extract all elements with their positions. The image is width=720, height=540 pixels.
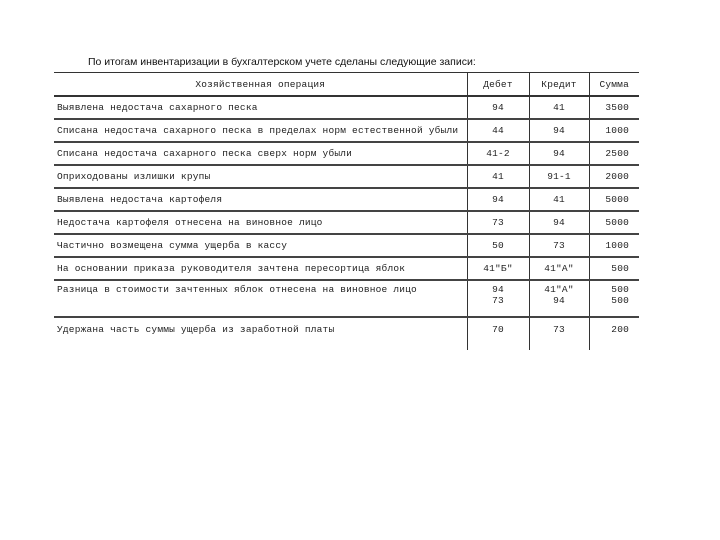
cell-debit — [467, 280, 529, 317]
cell-credit-value: 41 — [553, 194, 565, 205]
cell-credit-value: 73 — [553, 324, 565, 335]
cell-credit-value: 94 — [553, 148, 565, 159]
cell-operation: На основании приказа руководителя зачтена пересортица яблок — [54, 257, 467, 280]
header-credit: Кредит — [529, 73, 589, 97]
cell-debit-value: 41"Б" — [483, 263, 513, 274]
cell-credit-value: 91-1 — [547, 171, 571, 182]
table-row — [54, 280, 639, 317]
cell-debit-value: 94 — [492, 194, 504, 205]
cell-debit-value: 94 — [492, 284, 504, 295]
cell-sum-value: 1000 — [605, 240, 629, 251]
cell-credit-value: 73 — [553, 240, 565, 251]
cell-credit-value: 41"А" — [544, 284, 574, 295]
cell-sum-value: 5000 — [605, 217, 629, 228]
cell-credit-value: 94 — [553, 295, 565, 306]
cell-debit — [467, 257, 529, 280]
cell-credit — [529, 317, 589, 350]
cell-sum — [589, 317, 639, 350]
cell-debit — [467, 234, 529, 257]
cell-sum-value: 500 — [611, 295, 629, 306]
cell-sum — [589, 96, 639, 119]
cell-credit-value: 94 — [553, 217, 565, 228]
table-header-row — [54, 73, 639, 97]
cell-credit — [529, 280, 589, 317]
cell-credit — [529, 165, 589, 188]
cell-sum — [589, 142, 639, 165]
cell-debit-value: 73 — [492, 217, 504, 228]
cell-operation: Выявлена недостача картофеля — [54, 188, 467, 211]
cell-debit — [467, 96, 529, 119]
cell-debit — [467, 165, 529, 188]
table-row — [54, 165, 639, 188]
cell-sum-value: 500 — [611, 263, 629, 274]
table-row — [54, 142, 639, 165]
cell-operation: Частично возмещена сумма ущерба в кассу — [54, 234, 467, 257]
cell-operation: Удержана часть суммы ущерба из заработной платы — [57, 324, 335, 335]
table-row — [54, 234, 639, 257]
cell-debit — [467, 188, 529, 211]
table-row — [54, 96, 639, 119]
cell-debit-value: 41-2 — [486, 148, 510, 159]
cell-credit-value: 41"А" — [544, 263, 574, 274]
table-row — [54, 119, 639, 142]
cell-operation: Недостача картофеля отнесена на виновное лицо — [54, 211, 467, 234]
cell-credit — [529, 257, 589, 280]
cell-sum-value: 200 — [611, 324, 629, 335]
table-row — [54, 188, 639, 211]
cell-sum — [589, 211, 639, 234]
cell-debit — [467, 317, 529, 350]
header-sum: Сумма — [589, 73, 639, 97]
entries-table — [54, 72, 639, 350]
cell-debit-value: 73 — [492, 295, 504, 306]
cell-operation: Списана недостача сахарного песка в пределах норм естественной убыли — [54, 119, 467, 142]
header-operation: Хозяйственная операция — [54, 73, 467, 97]
cell-debit — [467, 211, 529, 234]
cell-operation: Выявлена недостача сахарного песка — [54, 96, 467, 119]
cell-sum — [589, 165, 639, 188]
cell-credit — [529, 188, 589, 211]
cell-operation: Разница в стоимости зачтенных яблок отнесена на виновное лицо — [54, 280, 467, 317]
header-debit: Дебет — [467, 73, 529, 97]
cell-sum-value: 5000 — [605, 194, 629, 205]
cell-sum — [589, 188, 639, 211]
cell-sum-value: 2000 — [605, 171, 629, 182]
cell-debit-value: 94 — [492, 102, 504, 113]
cell-credit — [529, 234, 589, 257]
cell-sum — [589, 257, 639, 280]
cell-sum — [589, 280, 639, 317]
table-row — [54, 317, 639, 350]
cell-credit — [529, 96, 589, 119]
cell-sum-value: 2500 — [605, 148, 629, 159]
cell-sum-value: 500 — [611, 284, 629, 295]
cell-sum-value: 1000 — [605, 125, 629, 136]
cell-credit — [529, 211, 589, 234]
cell-debit-value: 50 — [492, 240, 504, 251]
cell-debit — [467, 119, 529, 142]
cell-debit-value: 70 — [492, 324, 504, 335]
page-heading: По итогам инвентаризации в бухгалтерском учете сделаны следующие записи: — [88, 56, 476, 68]
cell-credit-value: 94 — [553, 125, 565, 136]
cell-operation: Оприходованы излишки крупы — [54, 165, 467, 188]
table-body — [54, 96, 639, 350]
cell-debit — [467, 142, 529, 165]
cell-debit-value: 41 — [492, 171, 504, 182]
cell-credit-value: 41 — [553, 102, 565, 113]
cell-sum — [589, 234, 639, 257]
table-row — [54, 257, 639, 280]
cell-debit-value: 44 — [492, 125, 504, 136]
table-row — [54, 211, 639, 234]
cell-credit — [529, 142, 589, 165]
cell-operation: Списана недостача сахарного песка сверх норм убыли — [54, 142, 467, 165]
cell-sum — [589, 119, 639, 142]
cell-sum-value: 3500 — [605, 102, 629, 113]
cell-credit — [529, 119, 589, 142]
